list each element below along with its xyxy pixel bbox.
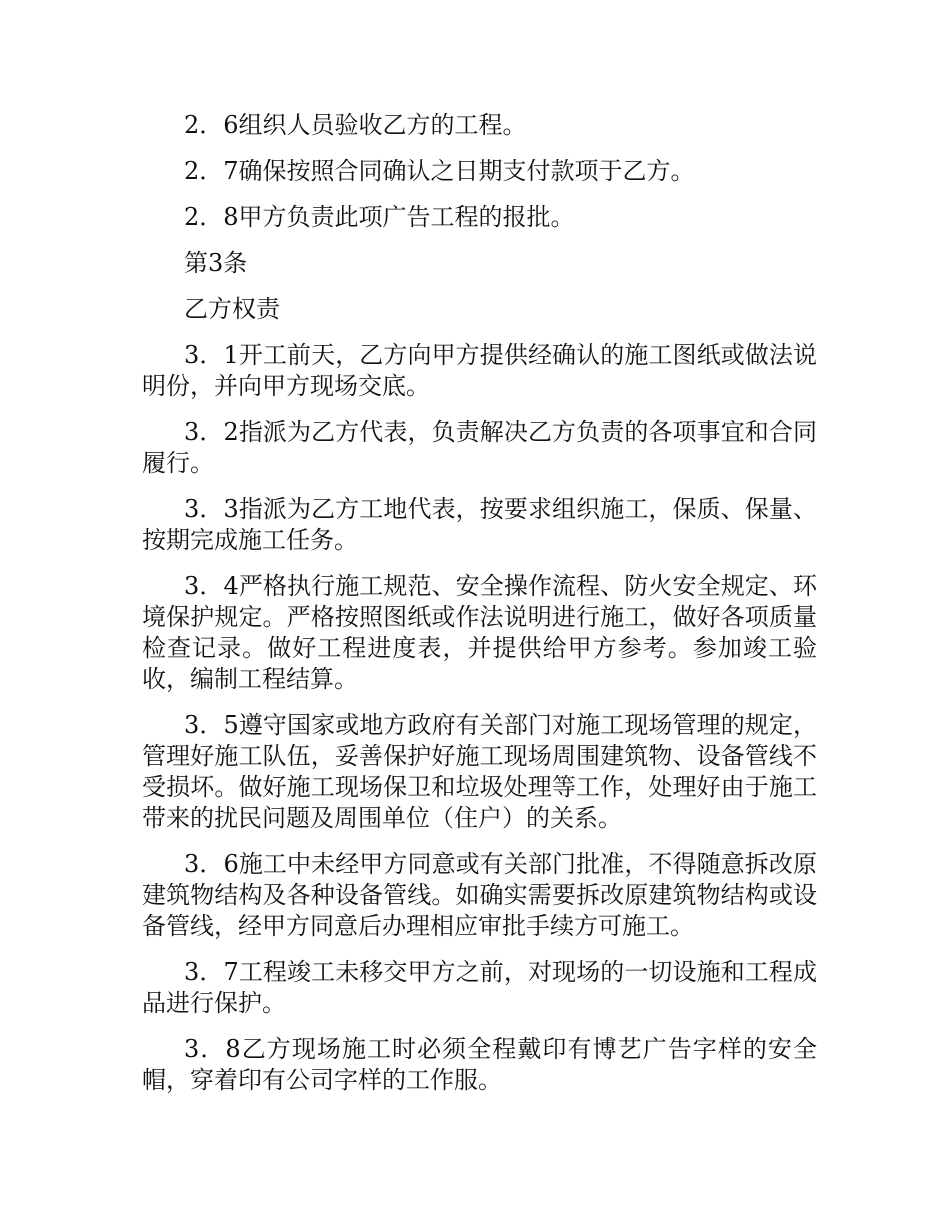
clause-2-6: 2．6组织人员验收乙方的工程。 [184,111,527,139]
clause-3-2: 3．2指派为乙方代表，负责解决乙方负责的各项事宜和合同履行。 [142,418,817,477]
clause-3-4: 3．4严格执行施工规范、安全操作流程、防火安全规定、环境保护规定。严格按照图纸或作法说明进行施工，做好各项质量检查记录。做好工程进度表，并提供给甲方参考。参加竣工验收，编制工程结算。 [142,572,817,693]
clause-3-6: 3．6施工中未经甲方同意或有关部门批准，不得随意拆改原建筑物结构及各种设备管线。如确实需要拆改原建筑物结构或设备管线，经甲方同意后办理相应审批手续方可施工。 [142,850,817,940]
clause-3-7: 3．7工程竣工未移交甲方之前，对现场的一切设施和工程成品进行保护。 [142,958,817,1017]
clause-2-7: 2．7确保按照合同确认之日期支付款项于乙方。 [184,157,695,185]
section-title-party-b-duties: 乙方权责 [184,295,280,323]
clause-2-8: 2．8甲方负责此项广告工程的报批。 [184,203,575,231]
clause-3-5: 3．5遵守国家或地方政府有关部门对施工现场管理的规定，管理好施工队伍，妥善保护好施工现场周围建筑物、设备管线不受损坏。做好施工现场保卫和垃圾处理等工作，处理好由于施工带来的扰民问题及周围单位（住户）的关系。 [142,711,817,832]
clause-3-3: 3．3指派为乙方工地代表，按要求组织施工，保质、保量、按期完成施工任务。 [142,495,817,554]
document-body [142,110,817,1111]
clause-3-1: 3．1开工前天，乙方向甲方提供经确认的施工图纸或做法说明份，并向甲方现场交底。 [142,341,817,400]
clause-3-8: 3．8乙方现场施工时必须全程戴印有博艺广告字样的安全帽，穿着印有公司字样的工作服。 [142,1035,817,1094]
article-3-heading: 第3条 [184,249,248,277]
